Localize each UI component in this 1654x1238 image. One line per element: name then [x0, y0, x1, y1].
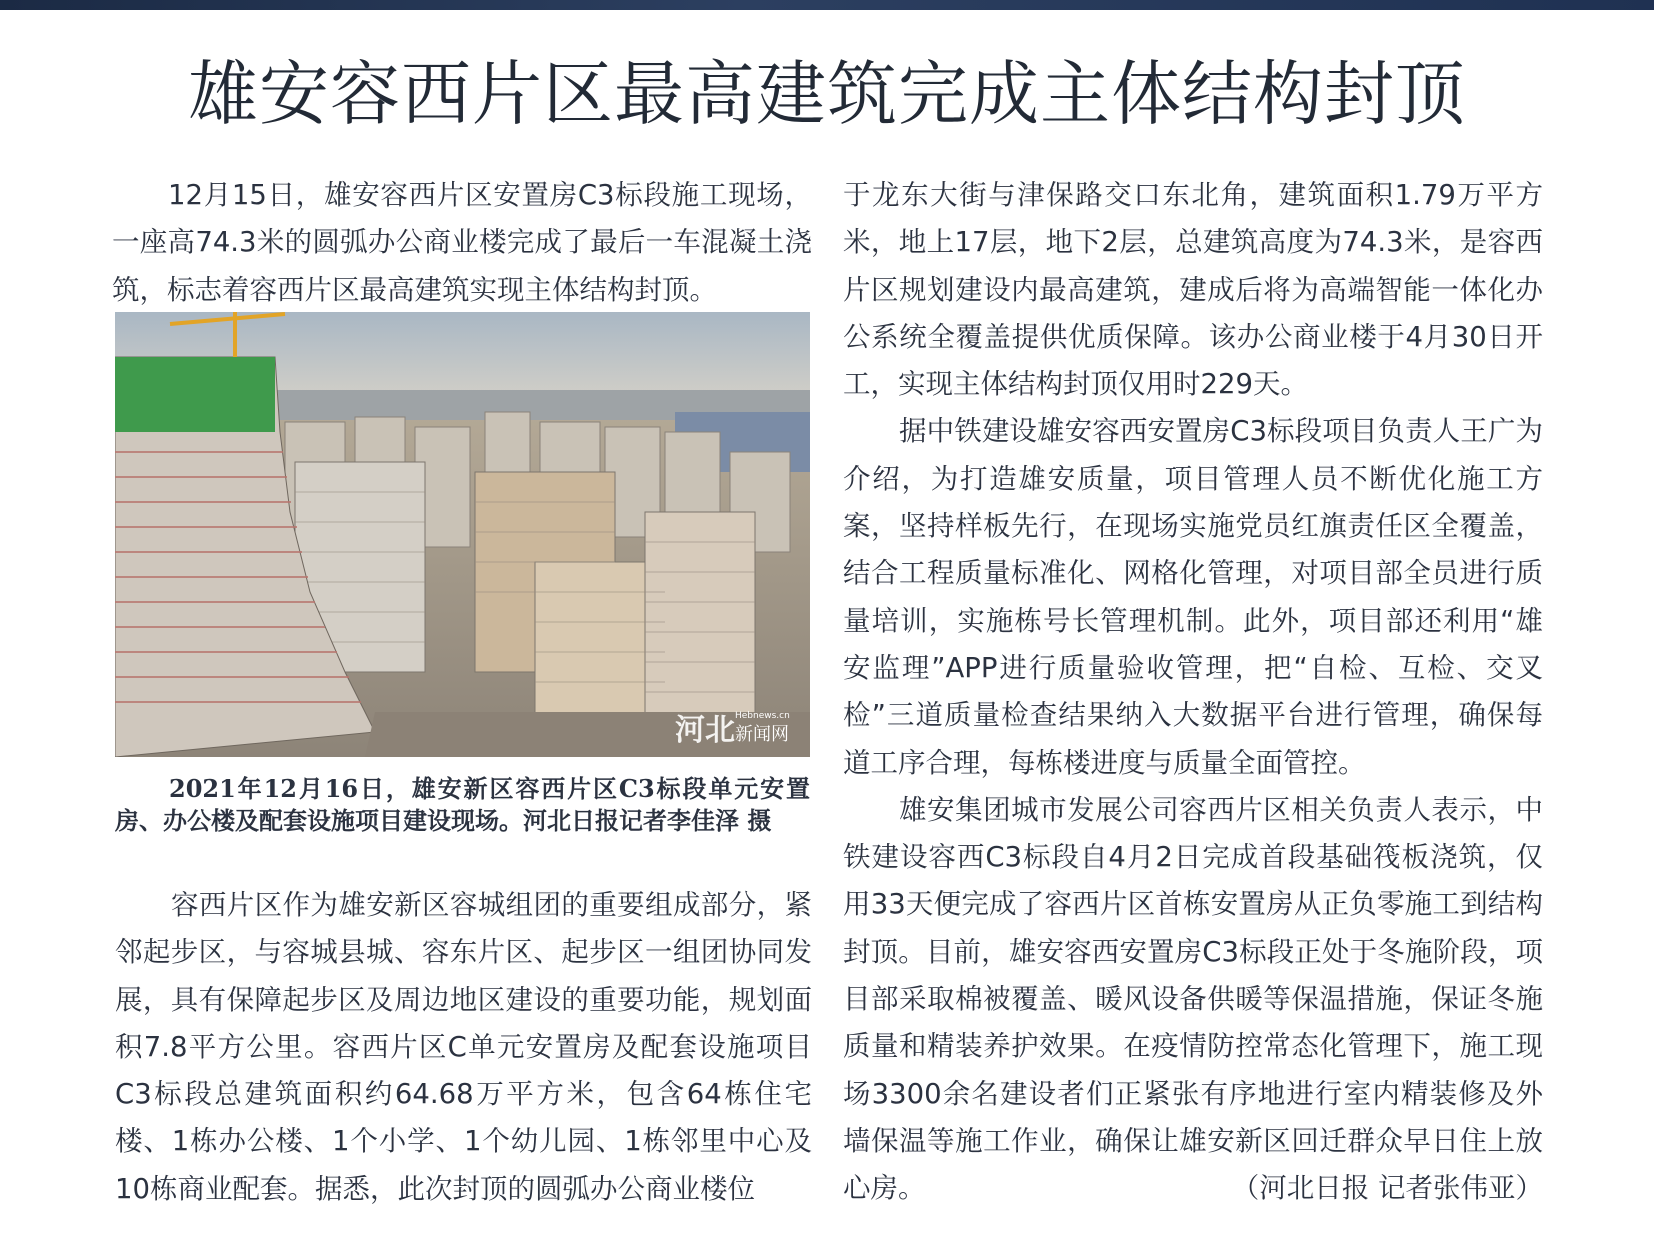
- paragraph-5: [843, 787, 1543, 1213]
- article-headline: 雄安容西片区最高建筑完成主体结构封顶: [188, 53, 1466, 135]
- svg-text:新闻网: 新闻网: [735, 724, 789, 745]
- construction-site-photo: [115, 312, 810, 757]
- top-banner-bar: [0, 0, 1654, 10]
- left-column-bottom: [115, 882, 812, 1213]
- left-column-top: [112, 172, 812, 314]
- hebnews-watermark: [675, 711, 790, 748]
- byline: （河北日报 记者张伟亚）: [1231, 1172, 1543, 1205]
- paragraph-1: 12月15日，雄安容西片区安置房C3标段施工现场，一座高74.3米的圆弧办公商业楼完成了最后一车混凝土浇筑，标志着容西片区最高建筑实现主体结构封顶。: [112, 179, 812, 306]
- paragraph-4: 据中铁建设雄安容西安置房C3标段项目负责人王广为介绍，为打造雄安质量，项目管理人员不断优化施工方案，坚持样板先行，在现场实施党员红旗责任区全覆盖，结合工程质量标准化、网格化管理，对项目部全员进行质量培训，实施栋号长管理机制。此外，项目部还利用“雄安监理”APP进行质量验收管理，把“自检、互检、交叉检”三道质量检查结果纳入大数据平台进行管理，确保每道工序合理，每栋楼进度与质量全面管控。: [843, 415, 1543, 779]
- right-column: [843, 172, 1543, 1213]
- paragraph-3: 于龙东大街与津保路交口东北角，建筑面积1.79万平方米，地上17层，地下2层，总建筑高度为74.3米，是容西片区规划建设内最高建筑，建成后将为高端智能一体化办公系统全覆盖提供优质保障。该办公商业楼于4月30日开工，实现主体结构封顶仅用时229天。: [843, 179, 1543, 401]
- svg-text:河北: 河北: [675, 713, 735, 748]
- svg-text:Hebnews.cn: Hebnews.cn: [735, 711, 790, 721]
- photo-caption: 2021年12月16日，雄安新区容西片区C3标段单元安置房、办公楼及配套设施项目建设现场。河北日报记者李佳泽 摄: [115, 774, 810, 835]
- paragraph-5-text: 雄安集团城市发展公司容西片区相关负责人表示，中铁建设容西C3标段自4月2日完成首段基础筏板浇筑，仅用33天便完成了容西片区首栋安置房从正负零施工到结构封顶。目前，雄安容西安置房C3标段正处于冬施阶段，项目部采取棉被覆盖、暖风设备供暖等保温措施，保证冬施质量和精装养护效果。在疫情防控常态化管理下，施工现场3300余名建设者们正紧张有序地进行室内精装修及外墙保温等施工作业，确保让雄安新区回迁群众早日住上放心房。: [843, 793, 1543, 1205]
- paragraph-2: 容西片区作为雄安新区容城组团的重要组成部分，紧邻起步区，与容城县城、容东片区、起步区一组团协同发展，具有保障起步区及周边地区建设的重要功能，规划面积7.8平方公里。容西片区C单元安置房及配套设施项目C3标段总建筑面积约64.68万平方米，包含64栋住宅楼、1栋办公楼、1个小学、1个幼儿园、1栋邻里中心及10栋商业配套。据悉，此次封顶的圆弧办公商业楼位: [115, 889, 812, 1205]
